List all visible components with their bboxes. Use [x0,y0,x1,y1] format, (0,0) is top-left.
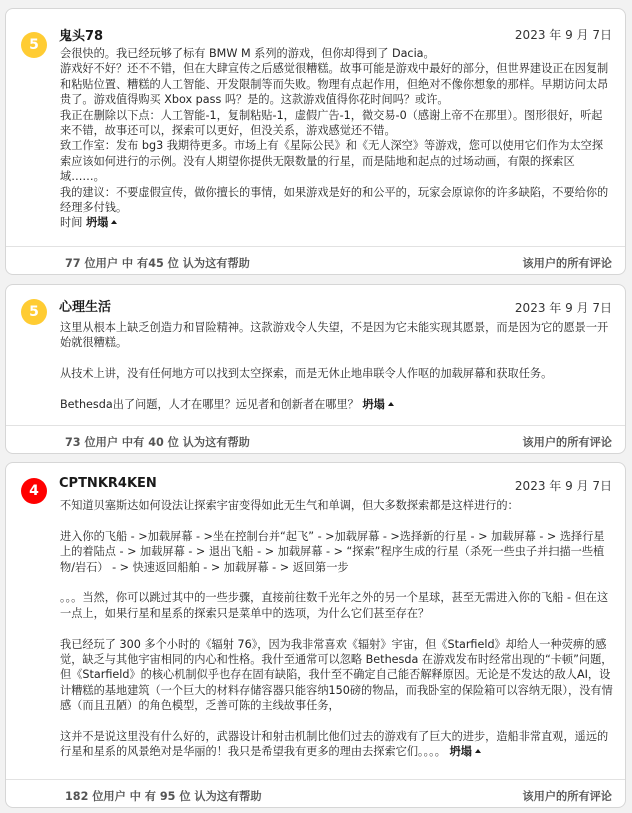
review-paragraph: 不知道贝塞斯达如何设法让探索宇宙变得如此无生气和单调，但大多数探索都是这样进行的： [60,499,519,512]
helpful-count: 73 位用户 中有 40 位 认为这有帮助 [65,436,250,449]
score-badge: 5 [21,299,47,325]
review-paragraph: 从技术上讲，没有任何地方可以找到太空探索，而是无休止地串联令人作呕的加载屏幕和获取任务。 [60,367,553,381]
review-text [60,46,613,231]
score-badge: 5 [21,32,47,58]
review-text [60,320,613,412]
review-paragraph: 游戏好不好？还不不错，但在大肆宣传之后感觉很糟糕。故事可能是游戏中最好的部分，但世界建设正在因复制和粘贴位置、糟糕的人工智能、开发限制等而失败。物理有点起作用，但绝对不像你想象的那样。早期访问太昂贵了。游戏值得购买 Xbox pass 吗？是的。这款游戏值得你花时间吗？或许。 [60,62,609,107]
caret-up-icon [111,220,117,224]
author-name[interactable]: CPTNKR4KEN [59,476,157,491]
collapse-label: 坍塌 [362,398,385,411]
review-paragraph-text: Bethesda出了问题，人才在哪里？远见者和创新者在哪里？ [60,398,359,411]
collapse-link[interactable] [362,398,393,411]
collapse-link[interactable] [86,216,117,229]
review-paragraph: 我正在删除以下点：人工智能-1，复制粘贴-1，虚假广告-1，微交易-0（感谢上帝不在那里）。图形很好，听起来不错，故事还可以，探索可以更好，但没关系，游戏感觉还不错。 [60,108,603,138]
review-paragraph: 致工作室：发布 bg3 我期待更多。市场上有《星际公民》和《无人深空》等游戏，您可以使用它们作为太空探索应该如何进行的示例。没有人期望你提供无限数量的行星，而是陆地和起点的过场动画，有限的探索区域……。 [60,139,604,184]
review-paragraph: 进入你的飞船 - >加载屏幕 - >坐在控制台并“起飞” - >加载屏幕 - >选择新的行星 - > 加载屏幕 - > 选择行星上的着陆点 - > 加载屏幕 - > 退出飞船 - > 加载屏幕 - > “探索”程序生成的行星（杀死一些虫子并扫描一些植物/岩石） - > 快速返回船舶 - > 加载屏幕 - > 返回第一步 [60,529,605,574]
review-paragraph: 我已经玩了 300 多个小时的《辐射 76》，因为我非常喜欢《辐射》宇宙，但《Starfield》却给人一种荧痹的感觉，缺乏与其他宇宙相同的内心和性格。我什至通常可以忽略 Bethesda 在游戏发布时经常出现的“卡顿”问题，但《Starfield》的核心机制似乎也存在固有缺陷，我什至不确定自己能否解释原因。无论是不发达的敌人AI，设计糟糕的基地建筑（一个巨大的材料存储容器只能容纳150磅的物品，而我卧室的保险箱可以容纳无限），没有情感（而且丑陋）的角色模型，乏善可陈的主线故事任务， [60,637,613,713]
review-card [5,462,626,808]
review-paragraph-last [60,215,613,230]
review-date: 2023 年 9 月 7日 [514,301,612,315]
collapse-label: 坍塌 [85,216,109,230]
review-paragraph: 这里从根本上缺乏创造力和冒险精神。这款游戏令人失望，不是因为它未能实现其愿景，而是因为它的愿景一开始就很糟糕。 [60,321,609,350]
caret-up-icon [388,402,394,406]
review-paragraph-text: 这并不是说这里没有什么好的，武器设计和射击机制比他们过去的游戏有了巨大的进步，造船非常直观，遥远的行星和星系的风景绝对是华丽的！我只是希望我有更多的理由去探索它们。。。。 [60,730,609,759]
review-paragraph-last [60,729,613,760]
helpful-count: 77 位用户 中 有45 位 认为这有帮助 [65,257,250,270]
review-paragraph: 我的建议：不要虚假宣传，做你擅长的事情，如果游戏是好的和公平的，玩家会原谅你的许多缺陷，不要给你的经理多付钱。 [60,185,609,215]
review-paragraph: 会很快的。我已经玩够了标有 BMW M 系列的游戏，但你却得到了 Dacia。 [60,47,435,60]
review-date: 2023 年 9 月 7日 [514,28,612,42]
author-name[interactable]: 心理生活 [59,300,112,315]
review-date: 2023 年 9 月 7日 [514,479,612,493]
review-paragraph: 。。。当然，你可以跳过其中的一些步骤，直接前往数千光年之外的另一个星球，甚至无需进入你的飞船 - 但在这一点上，如果行星和星系的探索只是菜单中的选项，为什么它们甚至存在？ [60,591,609,620]
all-reviews-link[interactable]: 该用户的所有评论 [522,436,612,449]
review-card [5,8,626,275]
review-card [5,284,626,454]
review-paragraph-last [60,397,613,412]
all-reviews-link[interactable]: 该用户的所有评论 [522,790,612,803]
collapse-link[interactable] [450,745,481,758]
all-reviews-link[interactable]: 该用户的所有评论 [522,257,612,270]
review-text [60,498,613,760]
helpful-count: 182 位用户 中 有 95 位 认为这有帮助 [65,790,262,803]
review-prefix-text: 时间 [60,216,83,230]
review-footer [6,779,625,808]
review-footer [6,425,625,454]
caret-up-icon [475,749,481,753]
collapse-label: 坍塌 [449,745,472,759]
review-footer [6,246,625,275]
score-badge: 4 [21,478,47,504]
author-name[interactable]: 鬼头78 [59,29,104,44]
